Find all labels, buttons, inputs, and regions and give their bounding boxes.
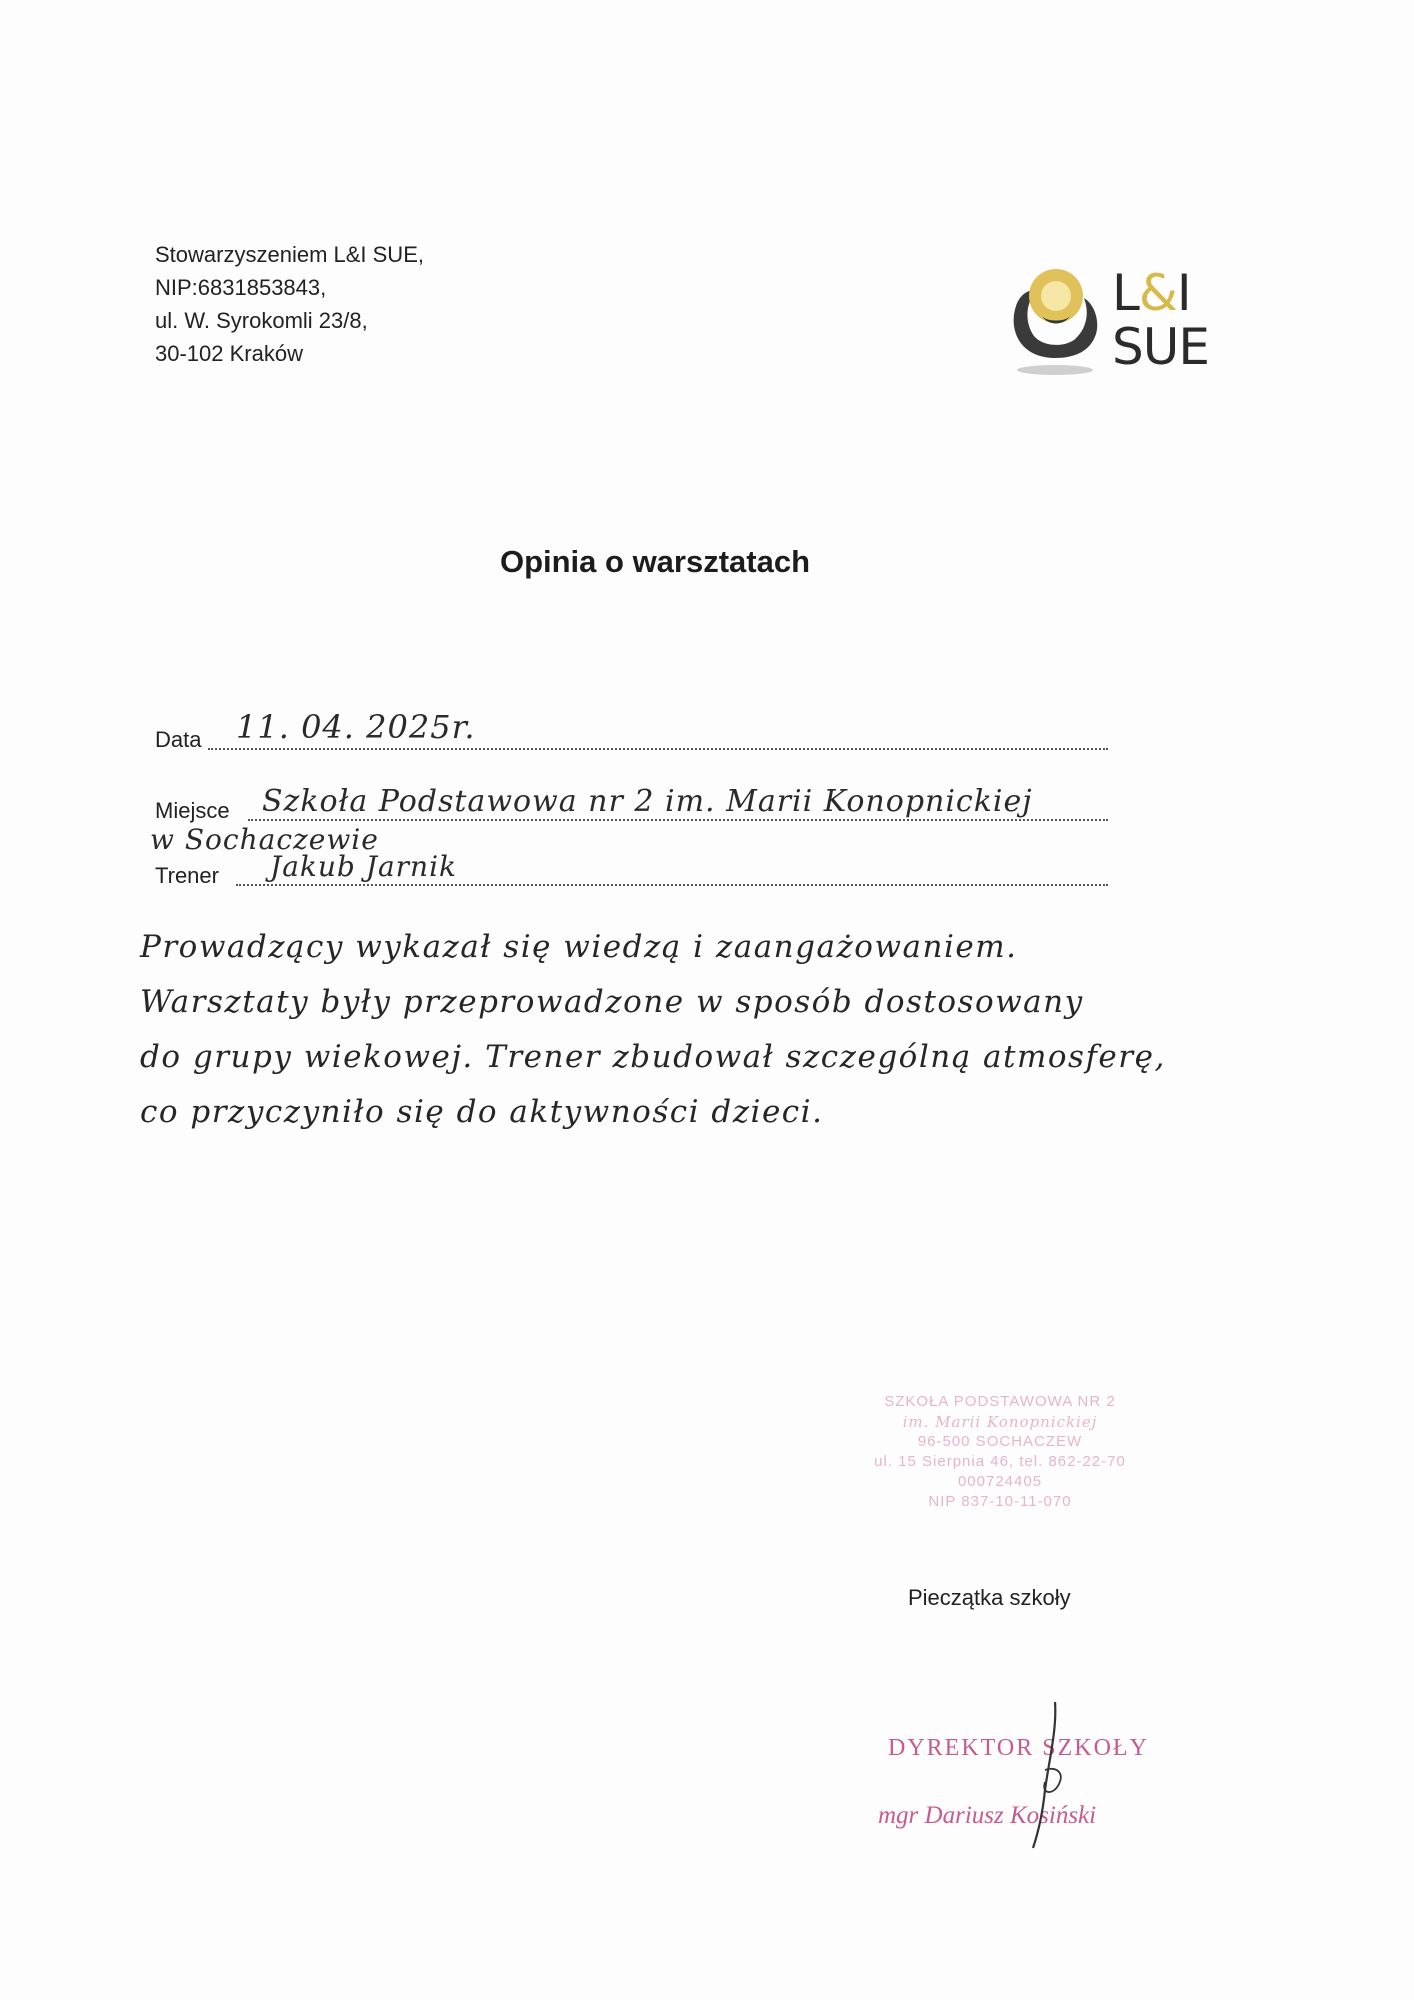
place-dotted-line xyxy=(248,819,1108,821)
director-title: DYREKTOR SZKOŁY xyxy=(888,1735,1149,1761)
director-name: mgr Dariusz Kosiński xyxy=(878,1802,1097,1829)
sender-nip: NIP:6831853843, xyxy=(155,275,327,300)
place-value-line1: Szkoła Podstawowa nr 2 im. Marii Konopnickiej xyxy=(262,784,1033,819)
signature-icon xyxy=(1015,1700,1085,1850)
page-title: Opinia o warsztatach xyxy=(499,544,811,579)
date-dotted-line xyxy=(208,748,1108,750)
logo-letter-i: I xyxy=(1176,264,1191,322)
trainer-label: Trener xyxy=(155,863,219,888)
sender-city: 30-102 Kraków xyxy=(155,341,303,366)
logo-sue: SUE xyxy=(1112,318,1209,376)
logo-letter-l: L xyxy=(1112,264,1139,322)
lisue-logo xyxy=(1000,258,1220,388)
place-value-line2: w Sochaczewie xyxy=(150,823,379,856)
trainer-dotted-line xyxy=(236,884,1108,886)
logo-emblem-icon xyxy=(1000,258,1110,378)
school-stamp xyxy=(820,1392,1180,1512)
stamp-line: ul. 15 Sierpnia 46, tel. 862-22-70 xyxy=(874,1453,1126,1470)
place-label: Miejsce xyxy=(155,798,230,823)
trainer-value: Jakub Jarnik xyxy=(270,850,457,883)
opinion-line: Warsztaty były przeprowadzone w sposób dostosowany xyxy=(140,984,1084,1020)
date-value: 11. 04. 2025r. xyxy=(236,708,476,746)
sender-address xyxy=(155,238,424,370)
opinion-line: co przyczyniło się do aktywności dzieci. xyxy=(140,1094,824,1130)
sender-name: Stowarzyszeniem L&I SUE, xyxy=(155,242,424,267)
sender-street: ul. W. Syrokomli 23/8, xyxy=(155,308,368,333)
stamp-caption: Pieczątka szkoły xyxy=(908,1585,1071,1610)
opinion-line: do grupy wiekowej. Trener zbudował szczególną atmosferę, xyxy=(140,1039,1166,1075)
opinion-text xyxy=(140,920,1350,1140)
stamp-line: im. Marii Konopnickiej xyxy=(902,1413,1098,1431)
logo-wordmark xyxy=(1112,266,1209,374)
stamp-line: 000724405 xyxy=(957,1473,1043,1490)
stamp-line: SZKOŁA PODSTAWOWA NR 2 xyxy=(884,1393,1116,1410)
stamp-line: 96-500 SOCHACZEW xyxy=(917,1433,1083,1450)
date-label: Data xyxy=(155,727,202,752)
stamp-line: NIP 837-10-11-070 xyxy=(928,1493,1072,1510)
opinion-line: Prowadzący wykazał się wiedzą i zaangażowaniem. xyxy=(140,929,1018,965)
logo-ampersand: & xyxy=(1138,264,1177,322)
